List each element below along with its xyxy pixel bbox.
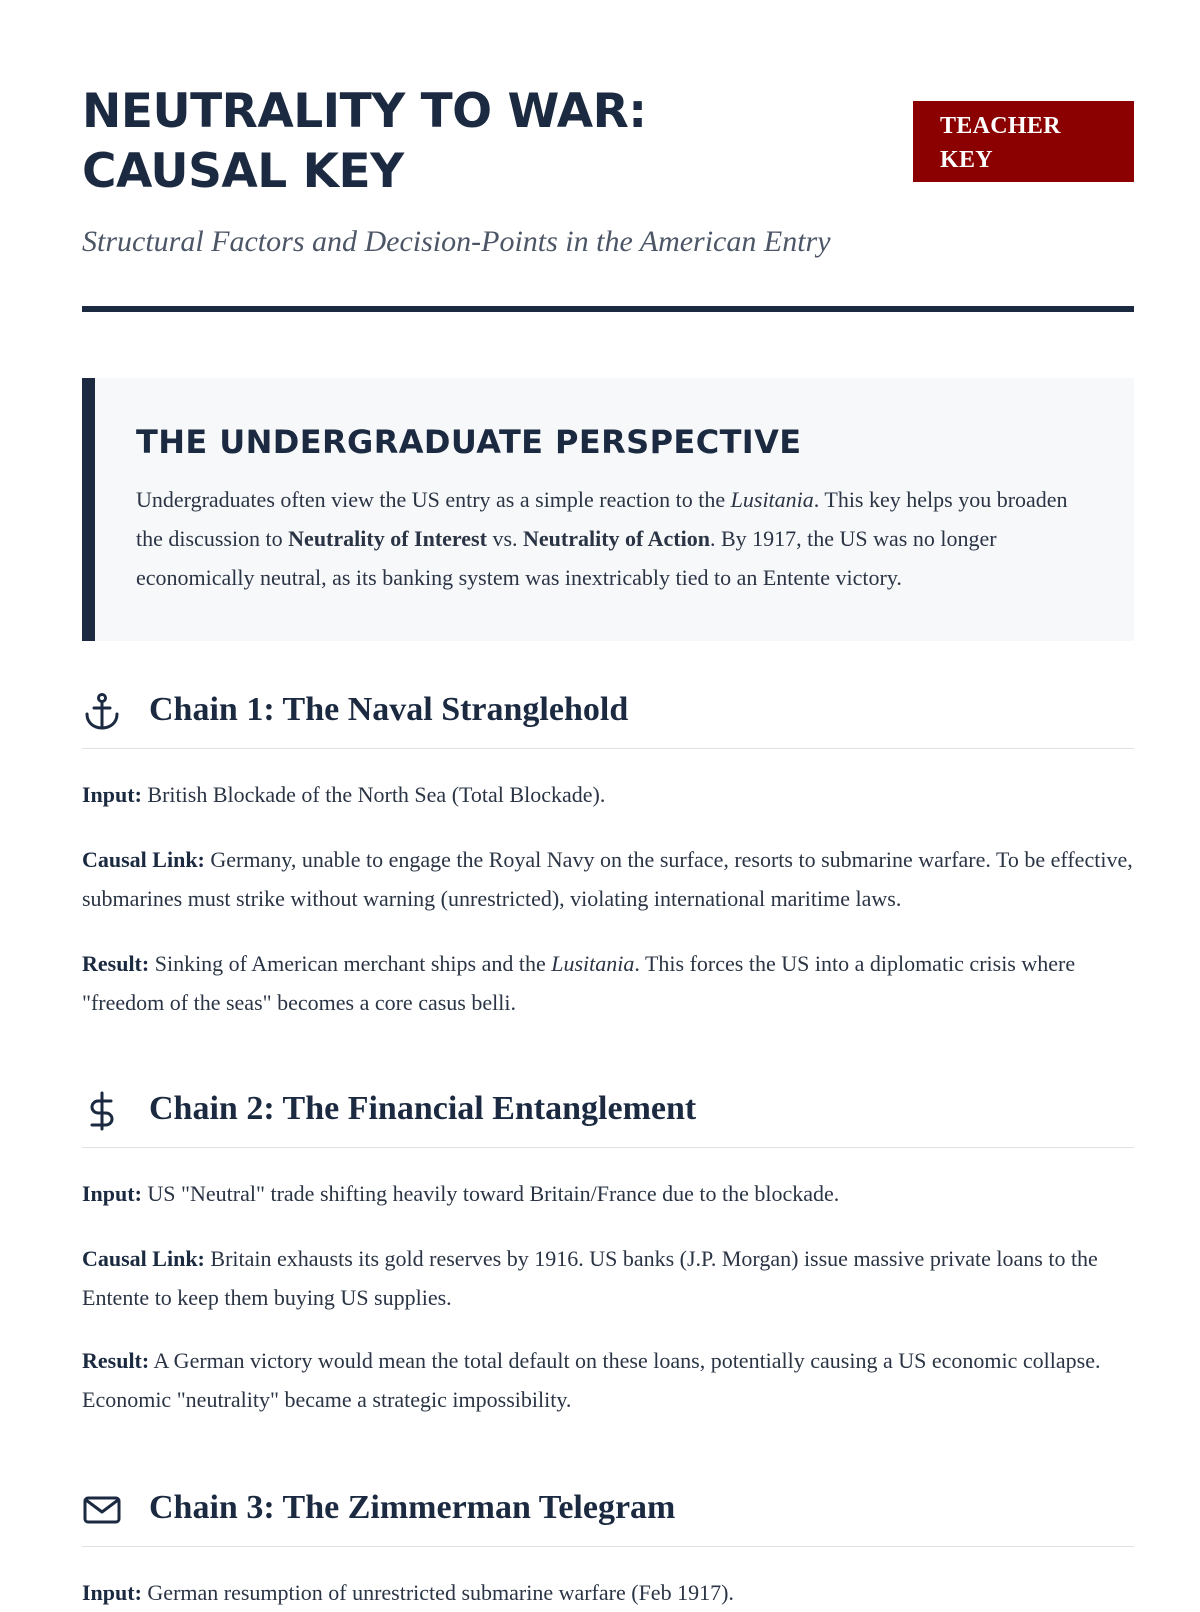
perspective-text: Undergraduates often view the US entry as a simple reaction to the Lusitania. This key helps you broaden the discussion to Neutrality of Interest vs. Neutrality of Action. By 1917, the US was no longer economically neutral, as its banking system was inextricably tied to an Entente victory. xyxy=(136,487,1068,590)
page-header xyxy=(82,0,1134,312)
chain-result: Result: A German victory would mean the total default on these loans, potentially causing a US economic collapse. Economic "neutrality" became a strategic impossibility. xyxy=(82,1348,1101,1412)
perspective-heading: THE UNDERGRADUATE PERSPECTIVE xyxy=(136,423,802,461)
chain-header xyxy=(82,1476,1134,1547)
anchor-icon xyxy=(82,692,122,732)
teacher-key-page xyxy=(82,0,1134,1605)
chain-input: Input: German resumption of unrestricted submarine warfare (Feb 1917). xyxy=(82,1580,734,1605)
envelope-icon xyxy=(82,1490,122,1530)
chain-zimmerman-telegram xyxy=(82,1476,1134,1612)
dollar-icon xyxy=(82,1091,122,1131)
undergraduate-perspective-callout xyxy=(82,378,1134,641)
chain-header xyxy=(82,1077,1134,1148)
chain-input: Input: US "Neutral" trade shifting heavily toward Britain/France due to the blockade. xyxy=(82,1181,840,1206)
page-subtitle: Structural Factors and Decision-Points in the American Entry xyxy=(82,225,831,258)
chain-title: Chain 1: The Naval Stranglehold xyxy=(149,691,629,728)
chain-causal-link: Causal Link: Britain exhausts its gold reserves by 1916. US banks (J.P. Morgan) issue massive private loans to the Entente to keep them buying US supplies. xyxy=(82,1246,1098,1310)
chain-header xyxy=(82,678,1134,749)
chain-causal-link: Causal Link: Germany, unable to engage the Royal Navy on the surface, resorts to submarine warfare. To be effective, submarines must strike without warning (unrestricted), violating international maritime laws. xyxy=(82,847,1133,911)
chain-title: Chain 2: The Financial Entanglement xyxy=(149,1090,697,1127)
teacher-key-badge: TEACHER KEY xyxy=(913,101,1134,182)
chain-naval-stranglehold xyxy=(82,678,1134,1022)
page-title: NEUTRALITY TO WAR: CAUSAL KEY xyxy=(82,84,647,199)
chain-input: Input: British Blockade of the North Sea (Total Blockade). xyxy=(82,782,606,807)
chain-title: Chain 3: The Zimmerman Telegram xyxy=(149,1489,676,1526)
chain-financial-entanglement xyxy=(82,1077,1134,1419)
chain-result: Result: Sinking of American merchant ships and the Lusitania. This forces the US into a diplomatic crisis where "freedom of the seas" becomes a core casus belli. xyxy=(82,951,1076,1015)
